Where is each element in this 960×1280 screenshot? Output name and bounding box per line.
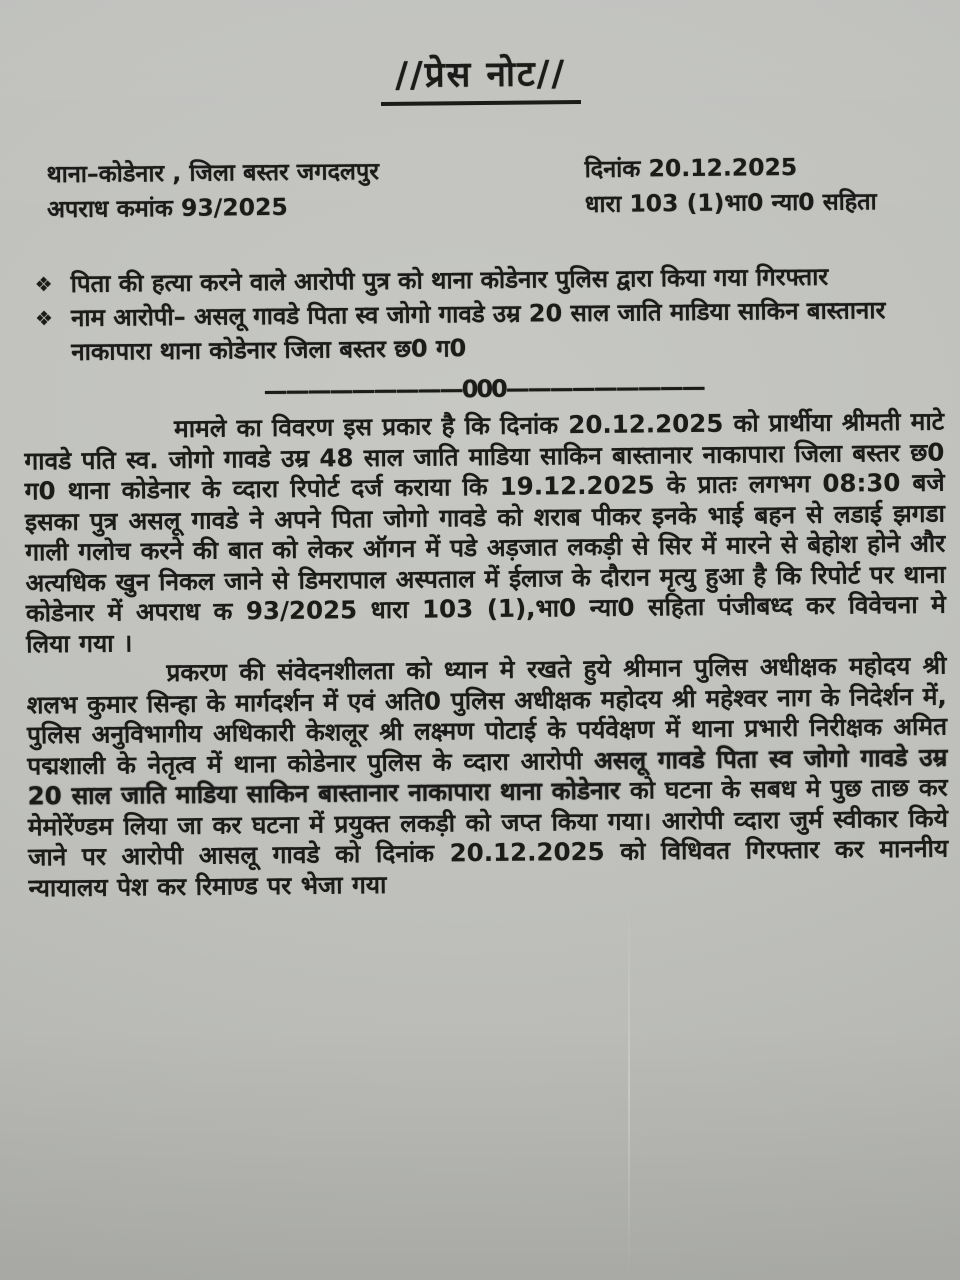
paper-crease: [628, 900, 630, 1280]
police-station-line: थाना–कोडेनार , जिला बस्तर जगदलपुर: [46, 156, 380, 189]
header: [21, 149, 942, 228]
diamond-bullet-icon: ❖: [34, 306, 54, 331]
title-row: [21, 46, 941, 110]
bullet-text: पिता की हत्या करने वाले आरोपी पुत्र को थाना कोडेनार पुलिस द्वारा किया गया गिरफ्तार: [70, 262, 829, 298]
bullet-text: नाम आरोपी– असलू गावडे पिता स्व जोगो गावडे उम्र 20 साल जाति माडिया साकिन बास्तानार नाकापारा थाना कोडेनार जिला बस्तर छ0 ग0: [70, 296, 886, 366]
paragraph-text: प्रकरण की संवेदनशीलता को ध्यान मे रखते हुये श्रीमान पुलिस अधीक्षक महोदय श्री शलभ कुमार सिन्हा के मार्गदर्शन में एवं अति0 पुलिस अधीक्षक महोदय श्री महेश्वर नाग के निदेर्शन में, पुलिस अनुविभागीय अधिकारी केशलूर श्री लक्ष्मण पोटाई के पर्यवेक्षण में थाना प्रभारी निरीक्षक अमित पद्मशाली के नेतृत्व में थाना कोडेनार पुलिस के व्दारा आरोपी: [26, 650, 948, 780]
diamond-bullet-icon: ❖: [34, 272, 53, 297]
date-line: दिनांक 20.12.2025: [584, 152, 798, 184]
paragraph-text: मामले का विवरण इस प्रकार है कि दिनांक 20.12.2025 को प्रार्थीया श्रीमती माटे गावडे पति स्व. जोगो गावडे उम्र 48 साल जाति माडिया साकिन बास्तानार नाकापारा जिला बस्तर छ0 ग0 थाना कोडेनार के व्दारा रिपोर्ट दर्ज कराया कि 19.12.2025 के प्रातः लगभग 08:30 बजे इसका पुत्र असलू गावडे ने अपने पिता जोगो गावडे को शराब पीकर इनके भाई बहन से लडाई झगडा गाली गलोच करने की बात को लेकर ऑगन में पडे अड़जात लकड़ी से सिर में मारने से बेहोश होने और अत्यधिक खुन निकल जाने से डिमरापाल अस्पताल में ईलाज के दौरान मृत्यु हुआ है कि रिपोर्ट पर थाना कोडेनार में अपराध क 93/2025 धारा 103 (1),भा0 न्या0 सहिता पंजीबध्द कर विवेचना मे लिया गया ।: [24, 406, 946, 658]
section-divider: [24, 371, 944, 408]
paragraph-case-details: [24, 407, 946, 660]
paragraph-investigation-action: [26, 651, 948, 904]
case-description: [24, 407, 949, 904]
crime-number-line: अपराध कमांक 93/2025: [46, 192, 288, 224]
header-left: [46, 154, 379, 227]
bullet-item-accused-details: [35, 293, 936, 370]
accused-name-emphasis: असलू गावडे पिता स्व जोगो गावडे उम्र 20 साल जाति माडिया साकिन बास्तानार नाकापारा थाना कोडेनार: [27, 742, 948, 811]
page-title: //प्रेस नोट//: [381, 49, 581, 106]
header-right: [584, 149, 920, 222]
legal-section-line: धारा 103 (1)भा0 न्या0 सहिता: [584, 187, 877, 219]
highlight-bullets: [23, 259, 944, 370]
paragraph-text: को घटना के सबध मे पुछ ताछ कर मेमोरेंण्डम लिया जा कर घटना में प्रयुक्त लकड़ी को जप्त किया गया। आरोपी व्दारा जुर्म स्वीकार किये जाने पर आरोपी आसलू गावडे को दिनांक 20.12.2025 को विधिवत गिरफ्तार कर माननीय न्यायालय पेश कर रिमाण्ड पर भेजा गया: [27, 772, 949, 902]
divider-text: —————————000—————————: [263, 372, 704, 406]
